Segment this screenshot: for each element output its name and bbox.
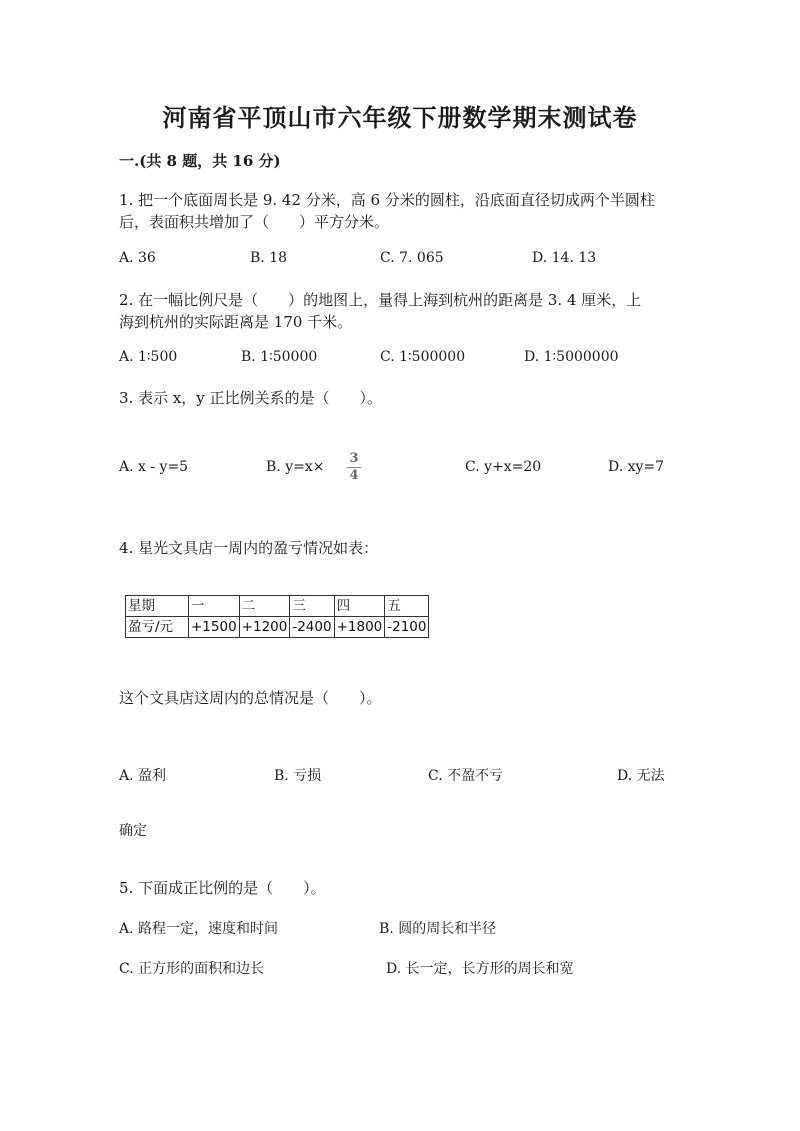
question-5-option-b: B. 圆的周长和半径	[379, 921, 497, 937]
table-cell: 星期	[126, 596, 189, 617]
question-5-line-1: 5. 下面成正比例的是（ ）。	[119, 879, 326, 897]
question-4-line-1: 4. 星光文具店一周内的盈亏情况如表：	[119, 539, 379, 557]
section-heading: 一.(共 8 题，共 16 分)	[119, 152, 281, 170]
question-5-option-c: C. 正方形的面积和边长	[119, 961, 265, 977]
table-cell: 一	[189, 596, 240, 617]
question-1-option-b: B. 18	[250, 250, 288, 266]
table-cell: -2400	[290, 617, 334, 638]
table-cell: -2100	[385, 617, 429, 638]
table-cell: 五	[385, 596, 429, 617]
question-1-option-c: C. 7. 065	[380, 250, 444, 266]
table-cell: +1200	[239, 617, 290, 638]
question-1-option-d: D. 14. 13	[532, 250, 597, 266]
question-2-option-c: C. 1∶500000	[380, 349, 466, 365]
question-3-option-d: D. xy=7	[608, 459, 665, 475]
question-5-option-a: A. 路程一定，速度和时间	[119, 921, 279, 937]
question-3-option-a: A. x - y=5	[119, 459, 189, 475]
table-cell: 盈亏/元	[126, 617, 189, 638]
table-cell: 二	[239, 596, 290, 617]
table-cell: +1500	[189, 617, 240, 638]
question-3-line-1: 3. 表示 x，y 正比例关系的是（ ）。	[119, 389, 383, 407]
question-2-option-a: A. 1∶500	[119, 349, 178, 365]
question-2-option-b: B. 1∶50000	[241, 349, 318, 365]
fraction-denominator: 4	[349, 468, 359, 483]
question-2-line-1: 2. 在一幅比例尺是（ ）的地图上，量得上海到杭州的距离是 3. 4 厘米，上	[119, 291, 642, 309]
question-1-line-2: 后，表面积共增加了（ ）平方分米。	[119, 213, 390, 231]
question-4-option-d: D. 无法	[617, 768, 665, 784]
question-4-option-a: A. 盈利	[119, 768, 167, 784]
question-3-option-c: C. y+x=20	[465, 459, 542, 475]
profit-loss-table	[125, 595, 429, 638]
question-4-option-c: C. 不盈不亏	[428, 768, 504, 784]
question-1-line-1: 1. 把一个底面周长是 9. 42 分米，高 6 分米的圆柱，沿底面直径切成两个半圆柱	[119, 191, 655, 209]
question-1-option-a: A. 36	[119, 250, 156, 266]
question-4-option-d-continued: 确定	[119, 823, 147, 839]
question-2-line-2: 海到杭州的实际距离是 170 千米。	[119, 313, 353, 331]
question-5-option-d: D. 长一定，长方形的周长和宽	[386, 961, 574, 977]
question-4-option-b: B. 亏损	[274, 768, 322, 784]
table-row	[126, 617, 429, 638]
question-3-option-b: B. y=x×	[266, 459, 325, 475]
table-cell: 三	[290, 596, 334, 617]
fraction-three-quarters	[345, 452, 363, 483]
table-header-row	[126, 596, 429, 617]
question-2-option-d: D. 1∶5000000	[524, 349, 619, 365]
page-title: 河南省平顶山市六年级下册数学期末测试卷	[162, 103, 638, 132]
question-4-line-2: 这个文具店这周内的总情况是（ ）。	[119, 689, 382, 707]
fraction-numerator: 3	[349, 451, 359, 466]
table-cell: +1800	[334, 617, 385, 638]
table-cell: 四	[334, 596, 385, 617]
